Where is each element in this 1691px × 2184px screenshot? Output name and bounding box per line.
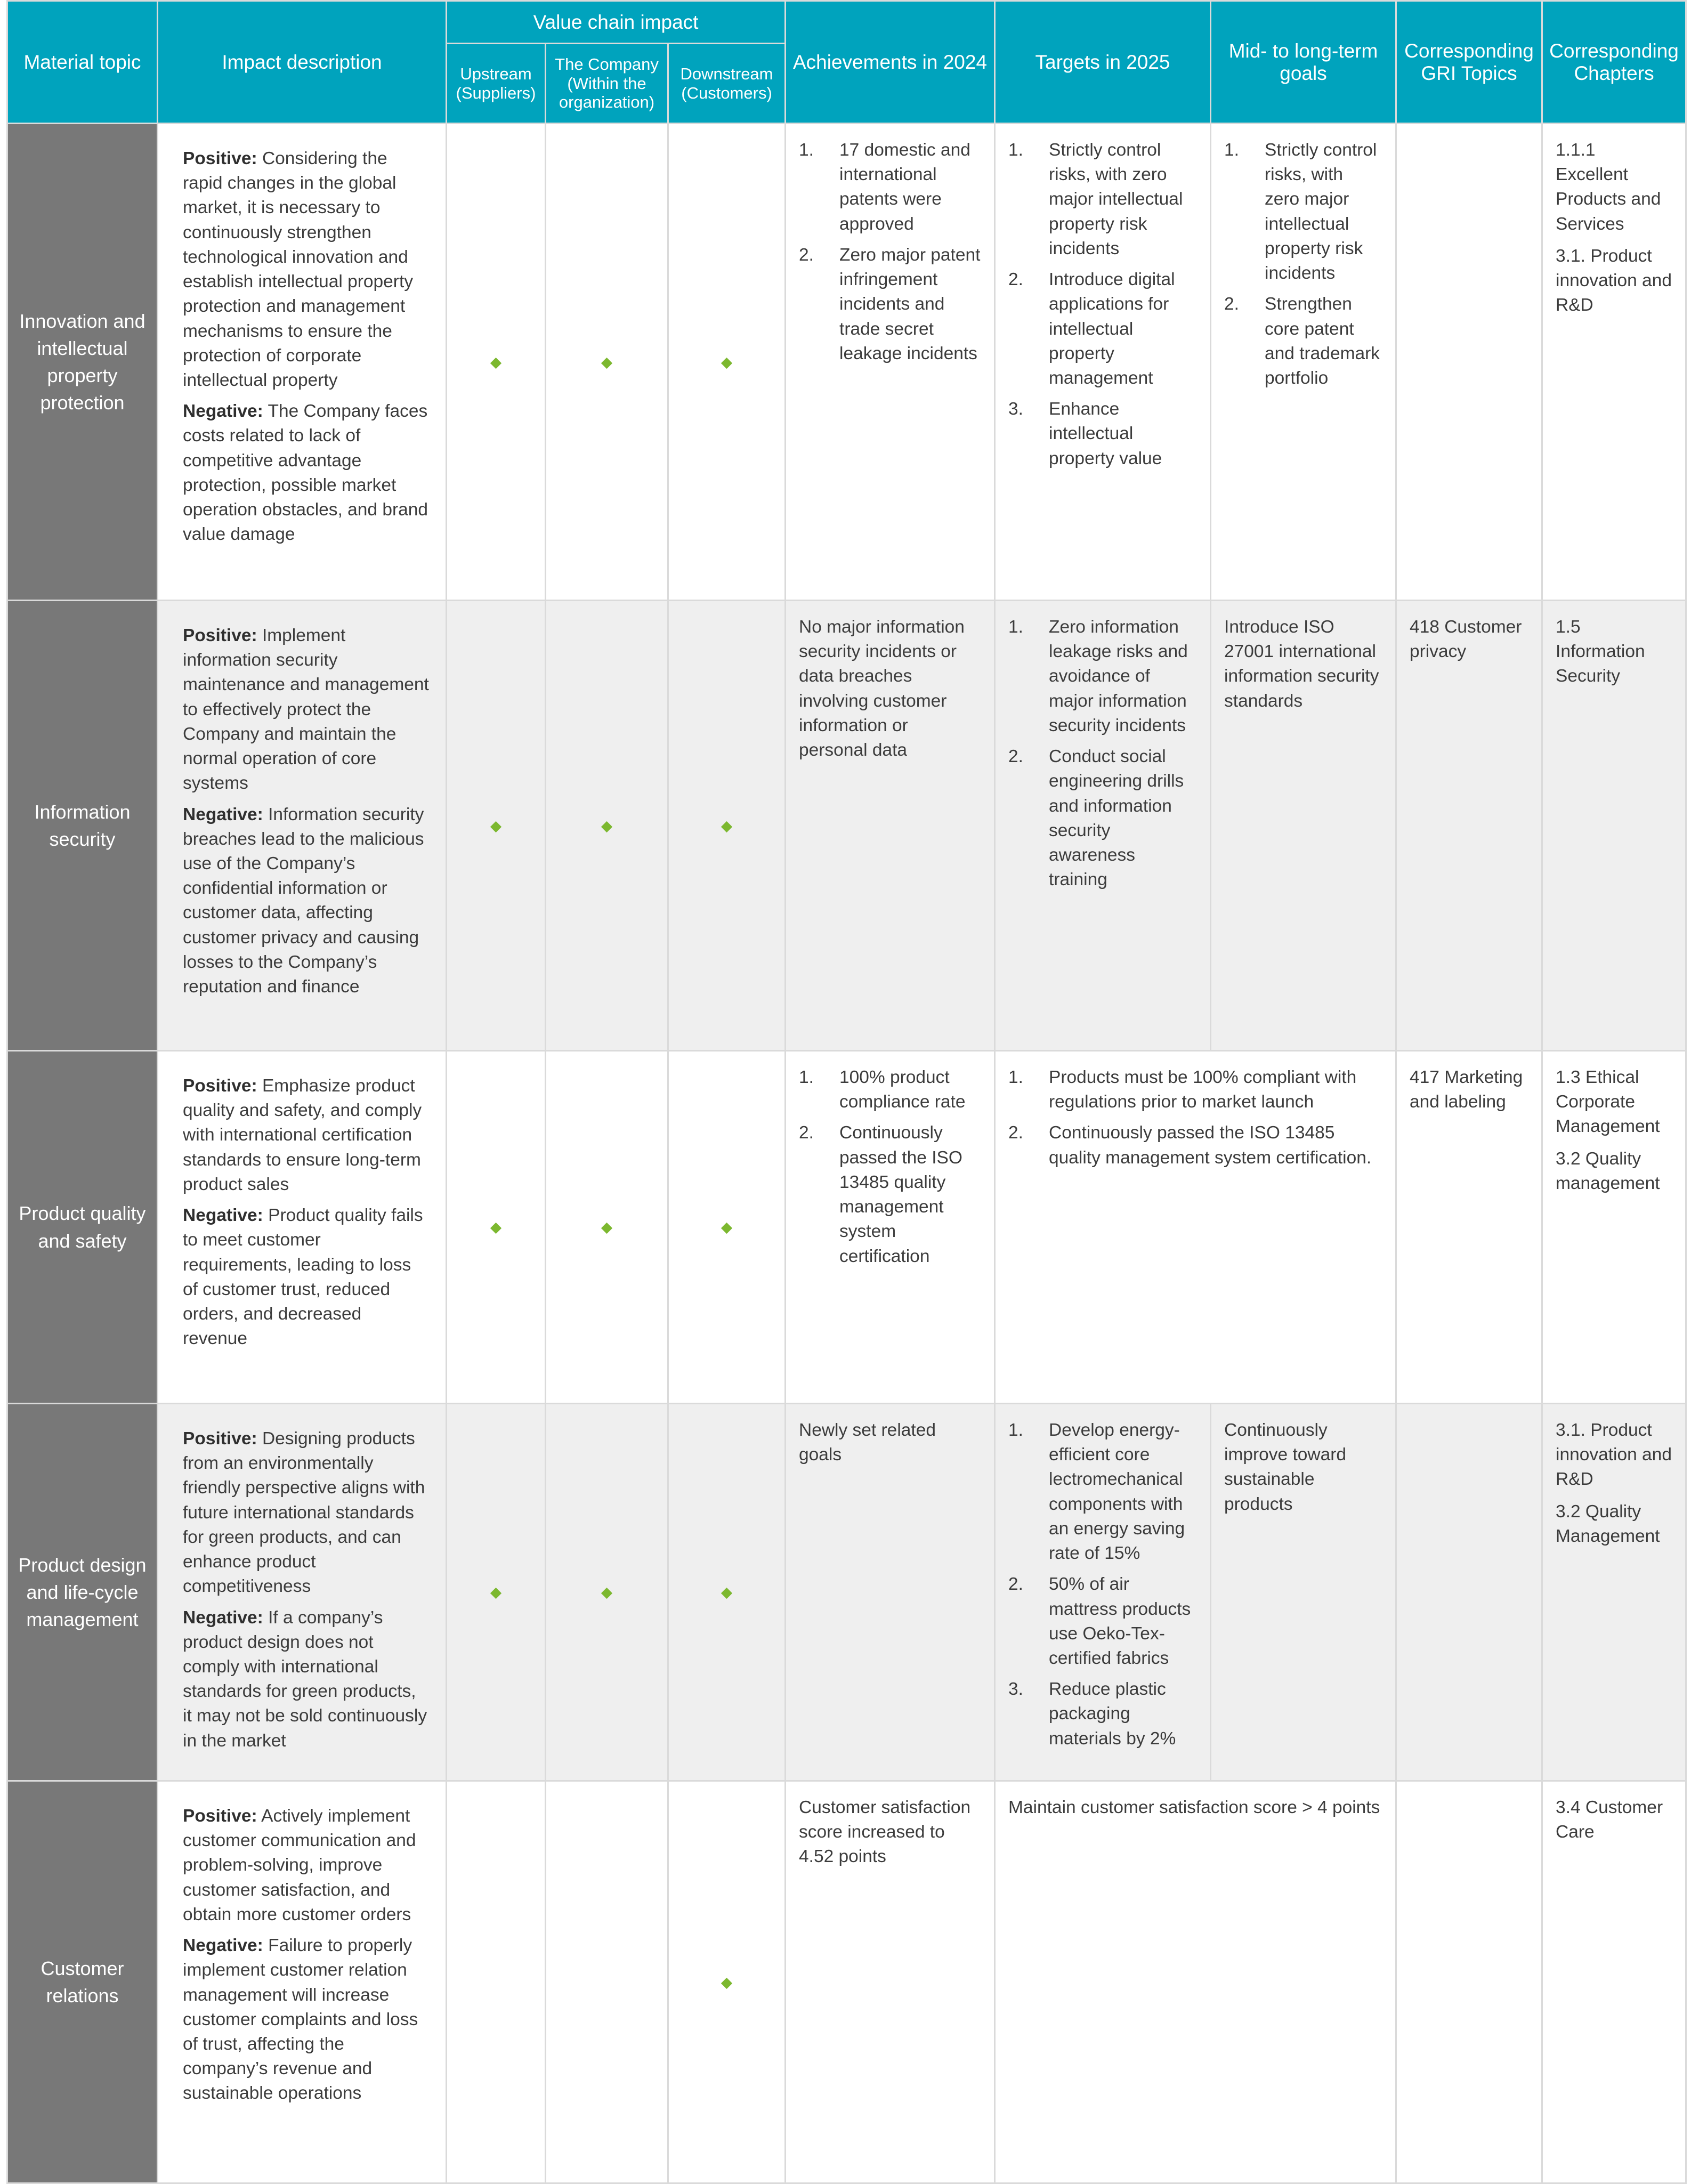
- list-item: Conduct social engineering drills and information security awareness training: [1049, 747, 1184, 890]
- list-item: Zero information leakage risks and avoidance of major information security incidents: [1049, 617, 1188, 735]
- achievements-cell: [786, 1781, 995, 2183]
- list-item: Enhance intellectual property value: [1049, 399, 1162, 468]
- impact-cell: [158, 1404, 447, 1781]
- topic-cell: Information security: [7, 601, 158, 1051]
- positive-label: Positive:: [183, 1076, 257, 1096]
- header-impact-description: Impact description: [158, 1, 447, 124]
- chapter-ref: 3.4 Customer Care: [1556, 1798, 1663, 1842]
- gri-cell: 417 Marketing and labeling: [1396, 1051, 1542, 1404]
- achievements-cell: [786, 1404, 995, 1781]
- list-item: Continuously passed the ISO 13485 quality management system certification.: [1049, 1123, 1372, 1168]
- header-upstream: Upstream (Suppliers): [447, 44, 546, 124]
- chapter-ref: 3.2 Quality management: [1556, 1148, 1660, 1193]
- list-item: 50% of air mattress products use Oeko-Tex-certified fabrics: [1049, 1574, 1191, 1668]
- positive-label: Positive:: [183, 626, 257, 645]
- downstream-cell: [668, 601, 786, 1051]
- gri-cell: 418 Customer privacy: [1396, 601, 1542, 1051]
- chapters-cell: [1542, 1404, 1686, 1781]
- impact-cell: [158, 1781, 447, 2183]
- negative-label: Negative:: [183, 1206, 263, 1226]
- chapter-ref: 1.3 Ethical Corporate Management: [1556, 1067, 1660, 1137]
- upstream-cell: [447, 601, 546, 1051]
- goal-text: Continuously improve toward sustainable products: [1224, 1420, 1347, 1514]
- achievements-cell: [786, 601, 995, 1051]
- chapter-ref: 1.5 Information Security: [1556, 617, 1645, 686]
- targets-cell: [995, 1051, 1396, 1404]
- achievements-cell: [786, 1051, 995, 1404]
- impact-cell: [158, 124, 447, 601]
- chapters-cell: [1542, 1781, 1686, 2183]
- green-diamond-icon: [721, 358, 732, 369]
- header-targets: Targets in 2025: [995, 1, 1211, 124]
- impact-cell: [158, 1051, 447, 1404]
- negative-text: Information security breaches lead to the malicious use of the Company’s confidential information or customer data, affecting customer privacy and causing losses to the Company’s reputation and finance: [183, 804, 424, 997]
- positive-text: Considering the rapid changes in the global market, it is necessary to continuously strengthen technological innovation and establish intellectual property protection and management mechanisms to ensure the protection of corporate intellectual property: [183, 149, 414, 390]
- list-item: Develop energy-efficient core lectromechanical components with an energy saving rate of 15%: [1049, 1420, 1185, 1564]
- list-item: Reduce plastic packaging materials by 2%: [1049, 1679, 1176, 1749]
- table-row: [7, 1404, 1686, 1781]
- positive-label: Positive:: [183, 1429, 257, 1449]
- targets-cell: [995, 601, 1211, 1051]
- header-chapters: Corresponding Chapters: [1542, 1, 1686, 124]
- negative-label: Negative:: [183, 1936, 263, 1956]
- header-gri: Corresponding GRI Topics: [1396, 1, 1542, 124]
- green-diamond-icon: [721, 1978, 732, 1989]
- positive-text: Actively implement customer communication and problem-solving, improve customer satisfaction, and obtain more customer orders: [183, 1806, 416, 1924]
- chapters-cell: [1542, 601, 1686, 1051]
- list-item: 17 domestic and international patents were approved: [839, 140, 970, 234]
- company-cell: [546, 124, 668, 601]
- list-item: Strengthen core patent and trademark portfolio: [1265, 294, 1380, 388]
- company-cell: [546, 1404, 668, 1781]
- goals-cell: [1211, 601, 1396, 1051]
- chapter-ref: 3.1. Product innovation and R&D: [1556, 1420, 1672, 1490]
- positive-label: Positive:: [183, 1806, 257, 1826]
- header-company: The Company (Within the organization): [546, 44, 668, 124]
- list-item: Zero major patent infringement incidents and trade secret leakage incidents: [839, 245, 981, 363]
- table-row: [7, 601, 1686, 1051]
- green-diamond-icon: [601, 1223, 612, 1234]
- list-item: Continuously passed the ISO 13485 quality management system certification: [839, 1123, 962, 1266]
- negative-text: Product quality fails to meet customer requirements, leading to loss of customer trust, reduced orders, and decreased revenue: [183, 1206, 423, 1349]
- topic-cell: Customer relations: [7, 1781, 158, 2183]
- green-diamond-icon: [490, 358, 501, 369]
- goals-cell: [1211, 124, 1396, 601]
- header-goals: Mid- to long-term goals: [1211, 1, 1396, 124]
- downstream-cell: [668, 1051, 786, 1404]
- chapters-cell: [1542, 1051, 1686, 1404]
- gri-cell: [1396, 1781, 1542, 2183]
- achievement-text: Newly set related goals: [799, 1420, 936, 1465]
- green-diamond-icon: [721, 821, 732, 832]
- company-cell: [546, 1051, 668, 1404]
- company-cell: [546, 1781, 668, 2183]
- achievement-text: Customer satisfaction score increased to 4.52 points: [799, 1798, 971, 1867]
- gri-cell: [1396, 124, 1542, 601]
- topic-cell: Innovation and intellectual property protection: [7, 124, 158, 601]
- list-item: 100% product compliance rate: [839, 1067, 966, 1112]
- upstream-cell: [447, 1404, 546, 1781]
- green-diamond-icon: [490, 1223, 501, 1234]
- company-cell: [546, 601, 668, 1051]
- green-diamond-icon: [601, 1588, 612, 1599]
- table-row: [7, 124, 1686, 601]
- green-diamond-icon: [721, 1223, 732, 1234]
- targets-cell: [995, 124, 1211, 601]
- downstream-cell: [668, 1781, 786, 2183]
- negative-text: Failure to properly implement customer relation management will increase customer complaints and loss of trust, affecting the company’s revenue and sustainable operations: [183, 1936, 418, 2104]
- gri-cell: [1396, 1404, 1542, 1781]
- downstream-cell: [668, 1404, 786, 1781]
- negative-label: Negative:: [183, 1607, 263, 1628]
- material-topics-table: [6, 0, 1687, 2184]
- header-achievements: Achievements in 2024: [786, 1, 995, 124]
- chapter-ref: 1.1.1 Excellent Products and Services: [1556, 140, 1661, 234]
- upstream-cell: [447, 124, 546, 601]
- negative-label: Negative:: [183, 804, 263, 824]
- positive-text: Emphasize product quality and safety, and comply with international certification standards to ensure long-term product sales: [183, 1076, 422, 1194]
- table-row: [7, 1781, 1686, 2183]
- goals-cell: [1211, 1404, 1396, 1781]
- negative-text: If a company’s product design does not comply with international standards for green products, it may not be sold continuously in the market: [183, 1607, 427, 1751]
- table-row: [7, 1051, 1686, 1404]
- achievement-text: No major information security incidents or data breaches involving customer information or personal data: [799, 617, 965, 761]
- chapters-cell: [1542, 124, 1686, 601]
- header-downstream: Downstream (Customers): [668, 44, 786, 124]
- negative-text: The Company faces costs related to lack of competitive advantage protection, possible market operation obstacles, and brand value damage: [183, 401, 428, 545]
- list-item: Introduce digital applications for intellectual property management: [1049, 270, 1175, 388]
- green-diamond-icon: [490, 821, 501, 832]
- upstream-cell: [447, 1781, 546, 2183]
- target-text: Maintain customer satisfaction score > 4 points: [1008, 1798, 1380, 1817]
- list-item: Strictly control risks, with zero major intellectual property risk incidents: [1049, 140, 1183, 258]
- positive-label: Positive:: [183, 149, 257, 168]
- topic-cell: Product design and life-cycle management: [7, 1404, 158, 1781]
- chapter-ref: 3.1. Product innovation and R&D: [1556, 246, 1672, 316]
- targets-cell: [995, 1404, 1211, 1781]
- targets-cell: [995, 1781, 1396, 2183]
- upstream-cell: [447, 1051, 546, 1404]
- negative-label: Negative:: [183, 401, 263, 422]
- topic-cell: Product quality and safety: [7, 1051, 158, 1404]
- green-diamond-icon: [601, 821, 612, 832]
- positive-text: Implement information security maintenance and management to effectively protect the Company and maintain the normal operation of core systems: [183, 626, 429, 794]
- impact-cell: [158, 601, 447, 1051]
- downstream-cell: [668, 124, 786, 601]
- chapter-ref: 3.2 Quality Management: [1556, 1501, 1660, 1546]
- goal-text: Introduce ISO 27001 international information security standards: [1224, 617, 1379, 711]
- positive-text: Designing products from an environmentally friendly perspective aligns with future international standards for green products, and can enhance product competitiveness: [183, 1429, 425, 1597]
- list-item: Products must be 100% compliant with regulations prior to market launch: [1049, 1067, 1357, 1112]
- green-diamond-icon: [601, 358, 612, 369]
- header-material-topic: Material topic: [7, 1, 158, 124]
- achievements-cell: [786, 124, 995, 601]
- header-value-chain: Value chain impact: [447, 1, 786, 44]
- green-diamond-icon: [490, 1588, 501, 1599]
- list-item: Strictly control risks, with zero major intellectual property risk incidents: [1265, 140, 1377, 284]
- green-diamond-icon: [721, 1588, 732, 1599]
